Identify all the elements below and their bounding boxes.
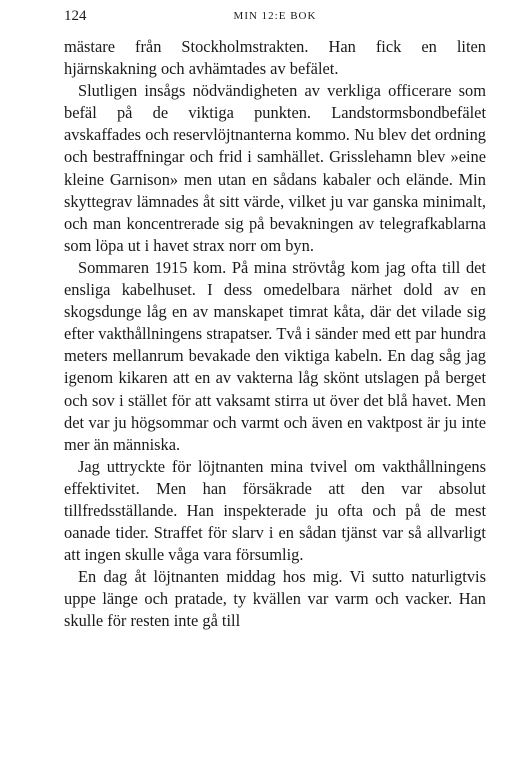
- body-text: [64, 36, 486, 633]
- page-number: 124: [64, 8, 87, 24]
- paragraph: Slutligen insågs nödvändigheten av verkliga officerare som befäl på de viktiga punkten. Landstormsbondbefälet avskaffades och reservlöjtnanterna kommo. Nu blev det ordning och bestraffningar och frid i samhället. Grisslehamn blev »eine kleine Garnison» men utan en sådans kabaler och elände. Min skyttegrav lämnades åt sitt värde, vilket ju var ganska minimalt, och man koncentrerade sig på bevakningen av telegrafkablarna som löpa ut i havet strax norr om byn.: [64, 81, 486, 255]
- paragraph: Jag uttryckte för löjtnanten mina tvivel om vakthållningens effektivitet. Men han försäkrade att den var absolut tillfredsställande. Han inspekterade ju ofta och på de mest oanade tider. Straffet för slarv i en sådan tjänst var så allvarligt att ingen skulle våga vara försumlig.: [64, 456, 486, 565]
- paragraph-continued: mästare från Stockholmstrakten. Han fick en liten hjärnskakning och avhämtades av befälet.: [64, 37, 486, 79]
- running-head: [64, 8, 486, 28]
- paragraph: En dag åt löjtnanten middag hos mig. Vi sutto naturligtvis uppe länge och pratade, ty kvällen var varm och vacker. Han skulle för resten inte gå till: [64, 567, 486, 631]
- paragraph: Sommaren 1915 kom. På mina strövtåg kom jag ofta till det ensliga kabelhuset. I dess omedelbara närhet dold av en skogsdunge låg en av manskapet timrat kåta, där det vilade sig efter vakthållningens strapatser. Två i sänder med ett par hundra meters mellanrum bevakade den viktiga kabeln. En dag såg jag igenom kikaren att en av vakterna låg skönt utslagen på berget och sov i stället för att vaksamt stirra ut över det blå havet. Men det var ju högsommar och varmt och även en vaktpost är ju inte mer än människa.: [64, 257, 486, 454]
- running-title: MIN 12:E BOK: [233, 10, 317, 22]
